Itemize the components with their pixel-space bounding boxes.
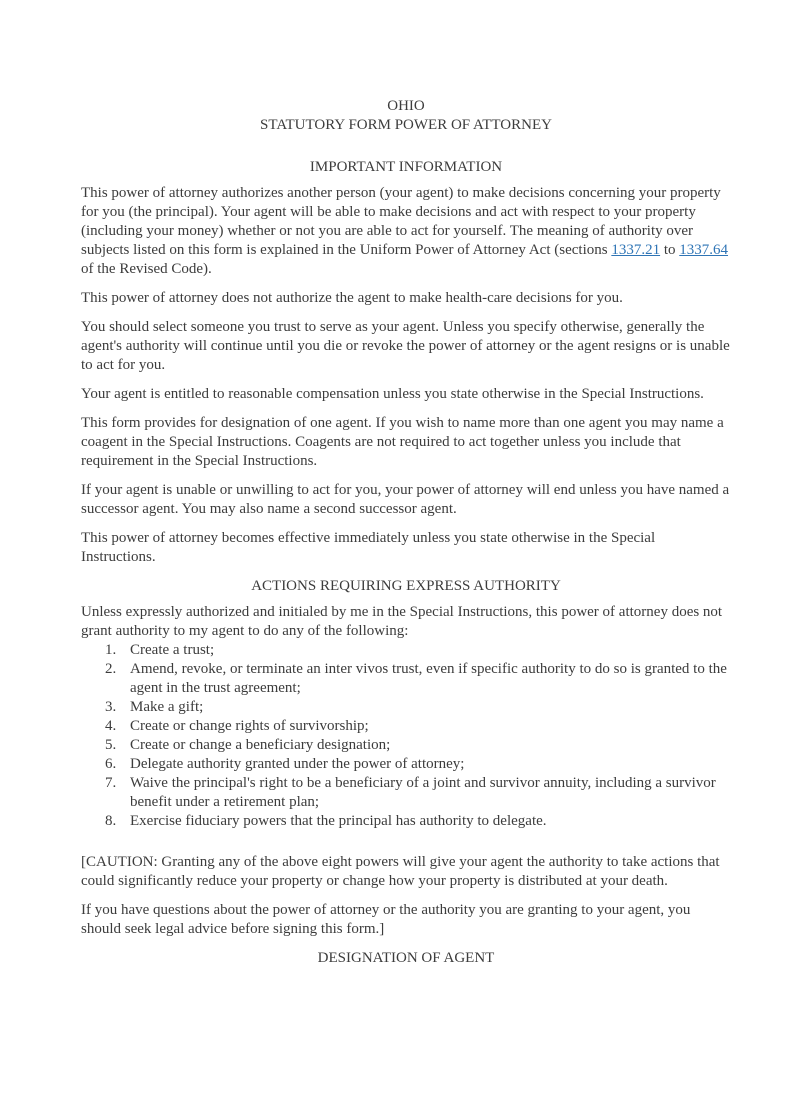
paragraph-select-agent: You should select someone you trust to serve as your agent. Unless you specify otherwise, generally the agent's authority will continue until you die or revoke the power of attorney or the agent resigns or is unable to act for you. [81, 319, 730, 373]
list-item-8-number: 8. [105, 813, 117, 829]
doc-title-form: STATUTORY FORM POWER OF ATTORNEY [260, 117, 552, 133]
list-item-5-text: Create or change a beneficiary designation; [130, 737, 391, 753]
list-item-1-text: Create a trust; [130, 642, 215, 658]
statute-link-1337-64[interactable]: 1337.64 [679, 242, 729, 258]
list-item-1 [81, 641, 731, 660]
paragraph-intro-text-between: to [660, 242, 680, 258]
list-item-6-number: 6. [105, 756, 117, 772]
paragraph-healthcare: This power of attorney does not authorize the agent to make health-care decisions for you. [81, 290, 623, 306]
paragraph-successor: If your agent is unable or unwilling to act for you, your power of attorney will end unless you have named a successor agent. You may also name a second successor agent. [81, 482, 730, 517]
list-item-8 [81, 812, 731, 831]
list-item-8-text: Exercise fiduciary powers that the principal has authority to delegate. [130, 813, 547, 829]
list-item-3-text: Make a gift; [130, 699, 204, 715]
list-item-5-number: 5. [105, 737, 117, 753]
list-item-6 [81, 755, 731, 774]
list-item-1-number: 1. [105, 642, 117, 658]
numbered-list [81, 641, 731, 831]
list-item-3 [81, 698, 731, 717]
list-item-6-text: Delegate authority granted under the power of attorney; [130, 756, 465, 772]
list-item-5 [81, 736, 731, 755]
paragraph-intro [81, 184, 731, 279]
paragraph-questions: If you have questions about the power of attorney or the authority you are granting to your agent, you should seek legal advice before signing this form.] [81, 902, 691, 937]
doc-title-state: OHIO [387, 98, 425, 114]
list-item-7-number: 7. [105, 775, 117, 791]
list-item-4-text: Create or change rights of survivorship; [130, 718, 369, 734]
list-item-2 [81, 660, 731, 698]
list-item-7 [81, 774, 731, 812]
list-item-2-number: 2. [105, 661, 117, 677]
paragraph-express-intro: Unless expressly authorized and initialed by me in the Special Instructions, this power of attorney does not grant authority to my agent to do any of the following: [81, 604, 723, 639]
list-item-4-number: 4. [105, 718, 117, 734]
list-item-2-text: Amend, revoke, or terminate an inter vivos trust, even if specific authority to do so is granted to the agent in the trust agreement; [130, 661, 727, 696]
paragraph-one-agent: This form provides for designation of one agent. If you wish to name more than one agent you may name a coagent in the Special Instructions. Coagents are not required to act together unless you include that requirement in the Special Instructions. [81, 415, 724, 469]
list-item-7-text: Waive the principal's right to be a beneficiary of a joint and survivor annuity, including a survivor benefit under a retirement plan; [130, 775, 716, 810]
list-item-4 [81, 717, 731, 736]
section-heading-important-information: IMPORTANT INFORMATION [309, 159, 503, 175]
paragraph-caution: [CAUTION: Granting any of the above eight powers will give your agent the authority to take actions that could significantly reduce your property or change how your property is distributed at your death. [81, 854, 720, 889]
paragraph-compensation: Your agent is entitled to reasonable compensation unless you state otherwise in the Special Instructions. [81, 386, 704, 402]
paragraph-intro-text-after: of the Revised Code). [81, 261, 212, 277]
statute-link-1337-21[interactable]: 1337.21 [611, 242, 661, 258]
section-heading-actions-requiring-express-authority: ACTIONS REQUIRING EXPRESS AUTHORITY [251, 578, 561, 594]
paragraph-intro-text-before: This power of attorney authorizes another person (your agent) to make decisions concerning your property for you (the principal). Your agent will be able to make decisions and act with respect to your property (including your money) whether or not you are able to act for yourself. The meaning of authority over subjects listed on this form is explained in the Uniform Power of Attorney Act (sections [81, 185, 721, 258]
list-item-3-number: 3. [105, 699, 117, 715]
section-heading-designation-of-agent: DESIGNATION OF AGENT [317, 950, 495, 966]
paragraph-effective: This power of attorney becomes effective immediately unless you state otherwise in the Special Instructions. [81, 530, 656, 565]
